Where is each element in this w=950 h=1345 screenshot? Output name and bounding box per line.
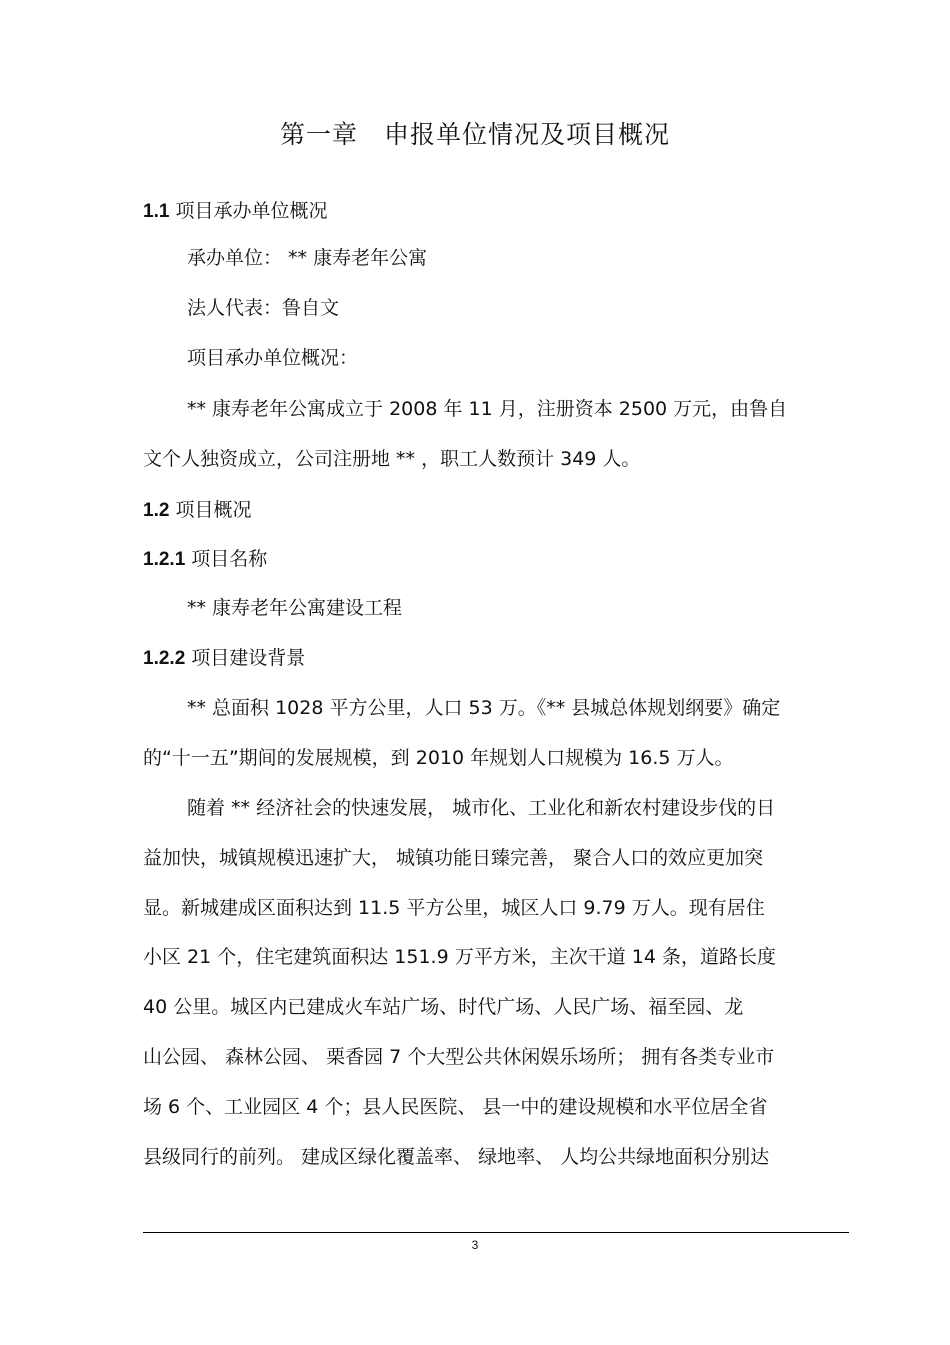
section-title: 项目名称 bbox=[185, 548, 268, 570]
section-heading-1-2 bbox=[143, 498, 251, 523]
section-number: 1.1 bbox=[143, 201, 170, 222]
section-number: 1.2.2 bbox=[143, 648, 186, 669]
para2-line: ** 总面积 1028 平方公里，人口 53 万。《** 县城总体规划纲要》确定 bbox=[187, 697, 781, 719]
section-heading-1-2-1 bbox=[143, 547, 267, 572]
unit-line: 承办单位： ** 康寿老年公寓 bbox=[187, 247, 428, 269]
legal-rep-line: 法人代表：鲁自文 bbox=[187, 297, 340, 319]
chapter-title: 第一章 申报单位情况及项目概况 bbox=[279, 120, 670, 149]
footer-rule bbox=[143, 1232, 849, 1233]
section-number: 1.2 bbox=[143, 500, 170, 521]
para3-line: 小区 21 个，住宅建筑面积达 151.9 万平方米，主次干道 14 条，道路长度 bbox=[143, 946, 776, 968]
para3-line: 县级同行的前列。 建成区绿化覆盖率、 绿地率、 人均公共绿地面积分别达 bbox=[143, 1146, 770, 1168]
section-title: 项目建设背景 bbox=[185, 647, 306, 669]
para3-line: 40 公里。城区内已建成火车站广场、时代广场、人民广场、福至园、龙 bbox=[143, 996, 744, 1018]
section-number: 1.2.1 bbox=[143, 549, 186, 570]
para3-line: 显。新城建成区面积达到 11.5 平方公里，城区人口 9.79 万人。现有居住 bbox=[143, 897, 765, 919]
section-heading-1-1 bbox=[143, 199, 327, 224]
section-heading-1-2-2 bbox=[143, 646, 305, 671]
page-number: 3 bbox=[471, 1238, 479, 1252]
section-title: 项目概况 bbox=[169, 499, 252, 521]
para2-line: 的“十一五”期间的发展规模，到 2010 年规划人口规模为 16.5 万人。 bbox=[143, 747, 734, 769]
para3-line: 益加快，城镇规模迅速扩大， 城镇功能日臻完善， 聚合人口的效应更加突 bbox=[143, 847, 764, 869]
para3-line: 山公园、 森林公园、 栗香园 7 个大型公共休闲娱乐场所； 拥有各类专业市 bbox=[143, 1046, 775, 1068]
project-name: ** 康寿老年公寓建设工程 bbox=[187, 597, 403, 619]
section-title: 项目承办单位概况 bbox=[169, 200, 328, 222]
para3-line: 场 6 个、工业园区 4 个；县人民医院、 县一中的建设规模和水平位居全省 bbox=[143, 1096, 768, 1118]
overview-label: 项目承办单位概况： bbox=[187, 347, 359, 369]
para1-line: 文个人独资成立，公司注册地 ** ，职工人数预计 349 人。 bbox=[143, 448, 641, 470]
para1-line: ** 康寿老年公寓成立于 2008 年 11 月，注册资本 2500 万元，由鲁自 bbox=[187, 398, 788, 420]
para3-line: 随着 ** 经济社会的快速发展， 城市化、工业化和新农村建设步伐的日 bbox=[187, 797, 776, 819]
